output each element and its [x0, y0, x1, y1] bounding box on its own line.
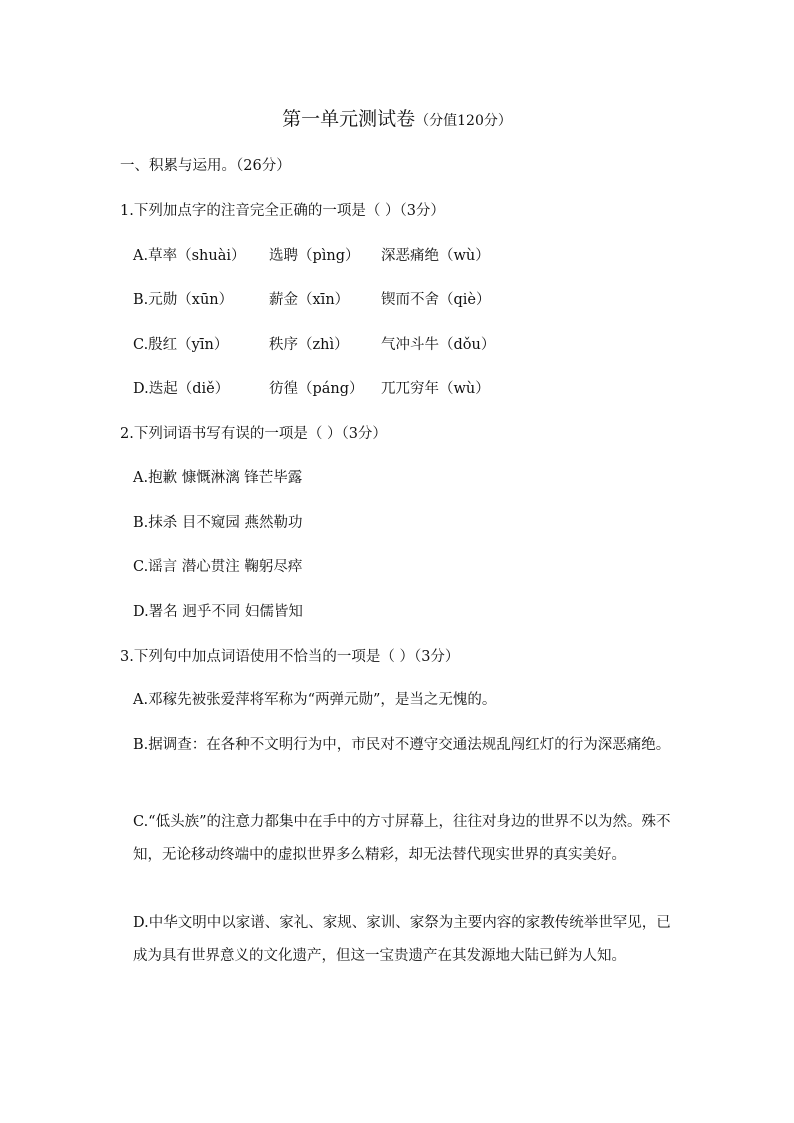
q2-option-d: D.署名 迥乎不同 妇儒皆知: [133, 604, 303, 620]
q1-d-item-2: 彷徨（páng）: [269, 381, 364, 397]
section-heading: 一、积累与运用。（26分）: [120, 158, 291, 174]
q1-a-item-3: 深恶痛绝（wù）: [381, 248, 490, 264]
q2-option-a: A.抱歉 慷慨淋漓 锋芒毕露: [133, 470, 303, 486]
question-3-stem: 3.下列句中加点词语使用不恰当的一项是（ ）（3分）: [120, 649, 460, 665]
q1-b-item-3: 锲而不舍（qiè）: [381, 292, 491, 308]
q3-option-d: D.中华文明中以家谱、家礼、家规、家训、家祭为主要内容的家教传统举世罕见，已成为具有世界意义的文化遗产，但这一宝贵遗产在其发源地大陆已鲜为人知。: [133, 915, 671, 964]
q1-c-item-1: C.殷红（yīn）: [133, 337, 229, 353]
q1-c-item-2: 秩序（zhì）: [269, 337, 349, 353]
question-1-stem: 1.下列加点字的注音完全正确的一项是（ ）（3分）: [120, 203, 445, 219]
title-score: （分值120分）: [415, 113, 512, 129]
q1-a-item-1: A.草率（shuài）: [133, 248, 246, 264]
q3-option-a: A.邓稼先被张爱萍将军称为“两弹元勋”，是当之无愧的。: [133, 692, 497, 708]
title-main: 第一单元测试卷: [282, 108, 416, 130]
q3-option-b: B.据调查：在各种不文明行为中，市民对不遵守交通法规乱闯红灯的行为深恶痛绝。: [133, 737, 671, 753]
q2-option-b: B.抹杀 目不窥园 燕然勒功: [133, 515, 303, 531]
q3-option-c: C.“低头族”的注意力都集中在手中的方寸屏幕上，往往对身边的世界不以为然。殊不知，无论移动终端中的虚拟世界多么精彩，却无法替代现实世界的真实美好。: [133, 814, 671, 863]
q2-option-c: C.谣言 潜心贯注 鞠躬尽瘁: [133, 559, 303, 575]
q1-d-item-3: 兀兀穷年（wù）: [381, 381, 490, 397]
q1-c-item-3: 气冲斗牛（dǒu）: [381, 337, 496, 353]
q1-b-item-2: 薪金（xīn）: [269, 292, 350, 308]
q1-b-item-1: B.元勋（xūn）: [133, 292, 234, 308]
page-title: [0, 106, 794, 134]
q1-d-item-1: D.迭起（diě）: [133, 381, 230, 397]
question-2-stem: 2.下列词语书写有误的一项是（ ）（3分）: [120, 426, 387, 442]
q1-a-item-2: 选聘（pìng）: [269, 248, 360, 264]
